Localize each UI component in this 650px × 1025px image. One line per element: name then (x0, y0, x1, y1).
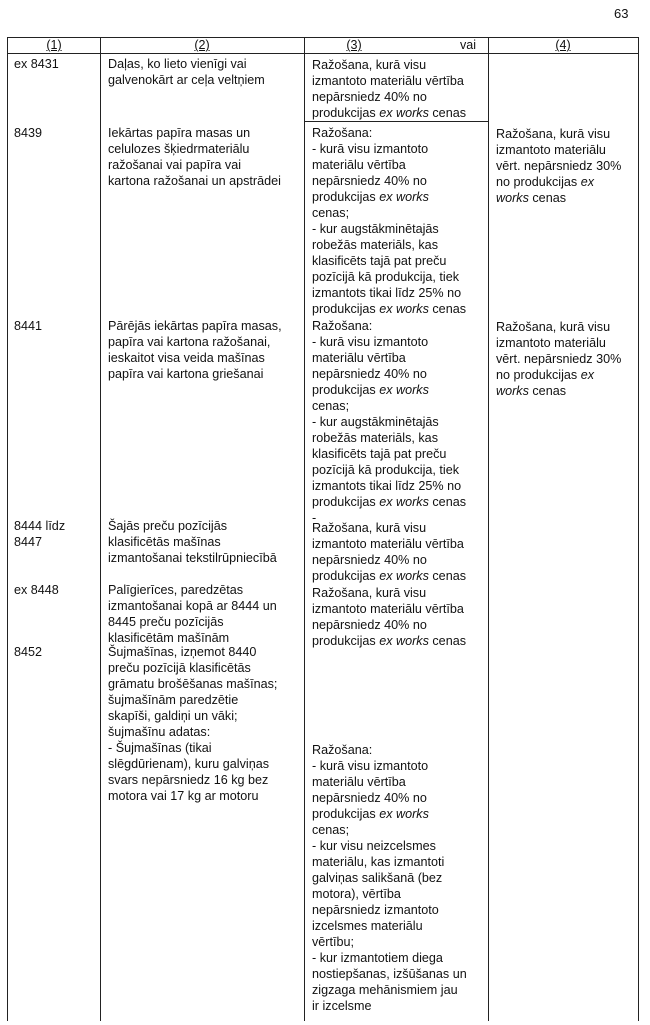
cell-line: materiālu, kas izmantoti (312, 855, 445, 869)
cell-line: - kur augstākminētajās (312, 222, 439, 236)
row-rule-col3 (312, 520, 466, 584)
cell-line: preču pozīcijā klasificētās (108, 661, 251, 675)
header-or: vai (460, 38, 476, 52)
cell-line: 8441 (14, 319, 43, 333)
cell-line: pozīcijā kā produkcija, tiek (312, 270, 459, 284)
row-description (108, 318, 282, 382)
row-code (14, 644, 42, 660)
cell-line: ir izcelsme (312, 999, 372, 1013)
cell-line: nepārsniedz 40% no (312, 791, 427, 805)
cell-line: produkcijas ex works (312, 383, 429, 397)
cell-line: no produkcijas ex (496, 175, 595, 189)
row-description (108, 125, 281, 189)
cell-line: nepārsniedz 40% no (312, 174, 427, 188)
cell-line: works cenas (496, 384, 566, 398)
cell-line: Ražošana: (312, 743, 373, 757)
cell-line: papīra vai kartona ražošanai, (108, 335, 271, 349)
cell-line: 8445 preču pozīcijās (108, 615, 224, 629)
row-rule-col4 (496, 319, 621, 399)
row-code (14, 56, 59, 72)
cell-line: cenas; (312, 206, 350, 220)
cell-line: izmantoto materiālu (496, 143, 606, 157)
cell-line: klasificēts tajā pat preču (312, 254, 447, 268)
cell-line: 8439 (14, 126, 43, 140)
cell-line: šujmašīnu adatas: (108, 725, 211, 739)
cell-line: izmantoto materiālu vērtība (312, 537, 464, 551)
cell-line: motora vai 17 kg ar motoru (108, 789, 259, 803)
row-rule-col3 (312, 742, 467, 1014)
cell-line: nepārsniedz 40% no (312, 90, 427, 104)
header-col1: (1) (46, 38, 62, 52)
cell-line: Palīgierīces, paredzētas (108, 583, 244, 597)
cell-line: galvenokārt ar ceļa veltņiem (108, 73, 265, 87)
cell-line: Šujmašīnas, izņemot 8440 (108, 645, 257, 659)
cell-line: izmantoto materiālu vērtība (312, 74, 464, 88)
cell-line: skapīši, galdiņi un vāki; (108, 709, 238, 723)
cell-line: cenas; (312, 399, 350, 413)
cell-line: celulozes šķiedrmateriālu (108, 142, 250, 156)
cell-line: nepārsniedz 40% no (312, 553, 427, 567)
header-col3: (3) (346, 38, 362, 52)
cell-line: vērtību; (312, 935, 354, 949)
cell-line: šujmašīnām paredzētie (108, 693, 239, 707)
cell-line: Pārējās iekārtas papīra masas, (108, 319, 282, 333)
cell-line: - kur augstākminētajās (312, 415, 439, 429)
cell-line: izmantots tikai līdz 25% no (312, 286, 462, 300)
cell-line: 8444 līdz (14, 519, 66, 533)
column-divider (488, 37, 489, 1021)
header-col4: (4) (555, 38, 571, 52)
cell-line: klasificētās mašīnas (108, 535, 221, 549)
row-description (108, 644, 277, 804)
cell-line: - Šujmašīnas (tikai (108, 741, 212, 755)
row-code (14, 518, 65, 550)
row-rule-col3 (312, 585, 466, 649)
cell-line: klasificētām mašīnām (108, 631, 230, 645)
cell-line: galviņas salikšanā (bez (312, 871, 443, 885)
cell-line: Ražošana, kurā visu (496, 320, 611, 334)
column-divider (304, 37, 305, 1021)
row-code (14, 582, 59, 598)
cell-line: ex 8448 (14, 583, 59, 597)
cell-line: klasificēts tajā pat preču (312, 447, 447, 461)
cell-line: no produkcijas ex (496, 368, 595, 382)
cell-line: 8452 (14, 645, 43, 659)
cell-line: Ražošana: (312, 319, 373, 333)
cell-line: izmantoto materiālu (496, 336, 606, 350)
cell-line: - kurā visu izmantoto (312, 142, 429, 156)
cell-line: - kurā visu izmantoto (312, 335, 429, 349)
rules-of-origin-table (7, 37, 639, 1021)
cell-line: izcelsmes materiālu (312, 919, 423, 933)
cell-line: produkcijas ex works (312, 190, 429, 204)
row-code (14, 125, 42, 141)
cell-line: Šajās preču pozīcijās (108, 519, 228, 533)
page-number: 63 (614, 6, 629, 21)
cell-line: nostiepšanas, izšūšanas un (312, 967, 467, 981)
cell-line: produkcijas ex works (312, 807, 429, 821)
cell-line: nepārsniedz 40% no (312, 367, 427, 381)
row-description (108, 56, 265, 88)
cell-line: - kur izmantotiem diega (312, 951, 443, 965)
cell-line: - kurā visu izmantoto (312, 759, 429, 773)
cell-line: Ražošana: (312, 126, 373, 140)
header-col2: (2) (194, 38, 210, 52)
cell-line: cenas; (312, 823, 350, 837)
cell-line: pozīcijā kā produkcija, tiek (312, 463, 459, 477)
row-rule-col3 (312, 318, 466, 526)
row-description (108, 518, 277, 566)
cell-line: 8447 (14, 535, 43, 549)
row-rule-col3 (312, 57, 466, 121)
cell-line: kartona ražošanai un apstrādei (108, 174, 281, 188)
cell-line: produkcijas ex works cenas (312, 302, 466, 316)
cell-line: - kur visu neizcelsmes (312, 839, 436, 853)
cell-line: materiālu vērtība (312, 351, 406, 365)
cell-line: vērt. nepārsniedz 30% (496, 159, 622, 173)
cell-line: papīra vai kartona griešanai (108, 367, 264, 381)
cell-line: izmantoto materiālu vērtība (312, 602, 464, 616)
cell-line: robežās materiāls, kas (312, 431, 438, 445)
cell-line: produkcijas ex works cenas (312, 569, 466, 583)
cell-line: Daļas, ko lieto vienīgi vai (108, 57, 247, 71)
cell-line: produkcijas ex works cenas (312, 495, 466, 509)
cell-line: nepārsniedz 40% no (312, 618, 427, 632)
cell-line: - (312, 511, 317, 525)
row-rule-col3 (312, 125, 466, 317)
cell-line: Ražošana, kurā visu (496, 127, 611, 141)
cell-line: Ražošana, kurā visu (312, 521, 427, 535)
cell-line: ražošanai vai papīra vai (108, 158, 242, 172)
cell-line: produkcijas ex works cenas (312, 634, 466, 648)
cell-line: Iekārtas papīra masas un (108, 126, 251, 140)
cell-line: works cenas (496, 191, 566, 205)
cell-line: Ražošana, kurā visu (312, 58, 427, 72)
cell-line: izmantots tikai līdz 25% no (312, 479, 462, 493)
cell-line: motora), vērtība (312, 887, 401, 901)
cell-line: ieskaitot visa veida mašīnas (108, 351, 265, 365)
row-rule-col4 (496, 126, 621, 206)
row-separator (304, 121, 488, 122)
cell-line: grāmatu brošēšanas mašīnas; (108, 677, 278, 691)
cell-line: Ražošana, kurā visu (312, 586, 427, 600)
cell-line: slēgdūrienam), kuru galviņas (108, 757, 270, 771)
column-divider (100, 37, 101, 1021)
cell-line: izmantošanai kopā ar 8444 un (108, 599, 277, 613)
row-description (108, 582, 277, 646)
cell-line: materiālu vērtība (312, 158, 406, 172)
cell-line: svars nepārsniedz 16 kg bez (108, 773, 269, 787)
cell-line: produkcijas ex works cenas (312, 106, 466, 120)
cell-line: izmantošanai tekstilrūpniecībā (108, 551, 277, 565)
row-code (14, 318, 42, 334)
cell-line: zigzaga mehānismiem jau (312, 983, 458, 997)
cell-line: ex 8431 (14, 57, 59, 71)
cell-line: nepārsniedz izmantoto (312, 903, 439, 917)
cell-line: vērt. nepārsniedz 30% (496, 352, 622, 366)
cell-line: materiālu vērtība (312, 775, 406, 789)
cell-line: robežās materiāls, kas (312, 238, 438, 252)
header-bottom-border (8, 53, 638, 54)
